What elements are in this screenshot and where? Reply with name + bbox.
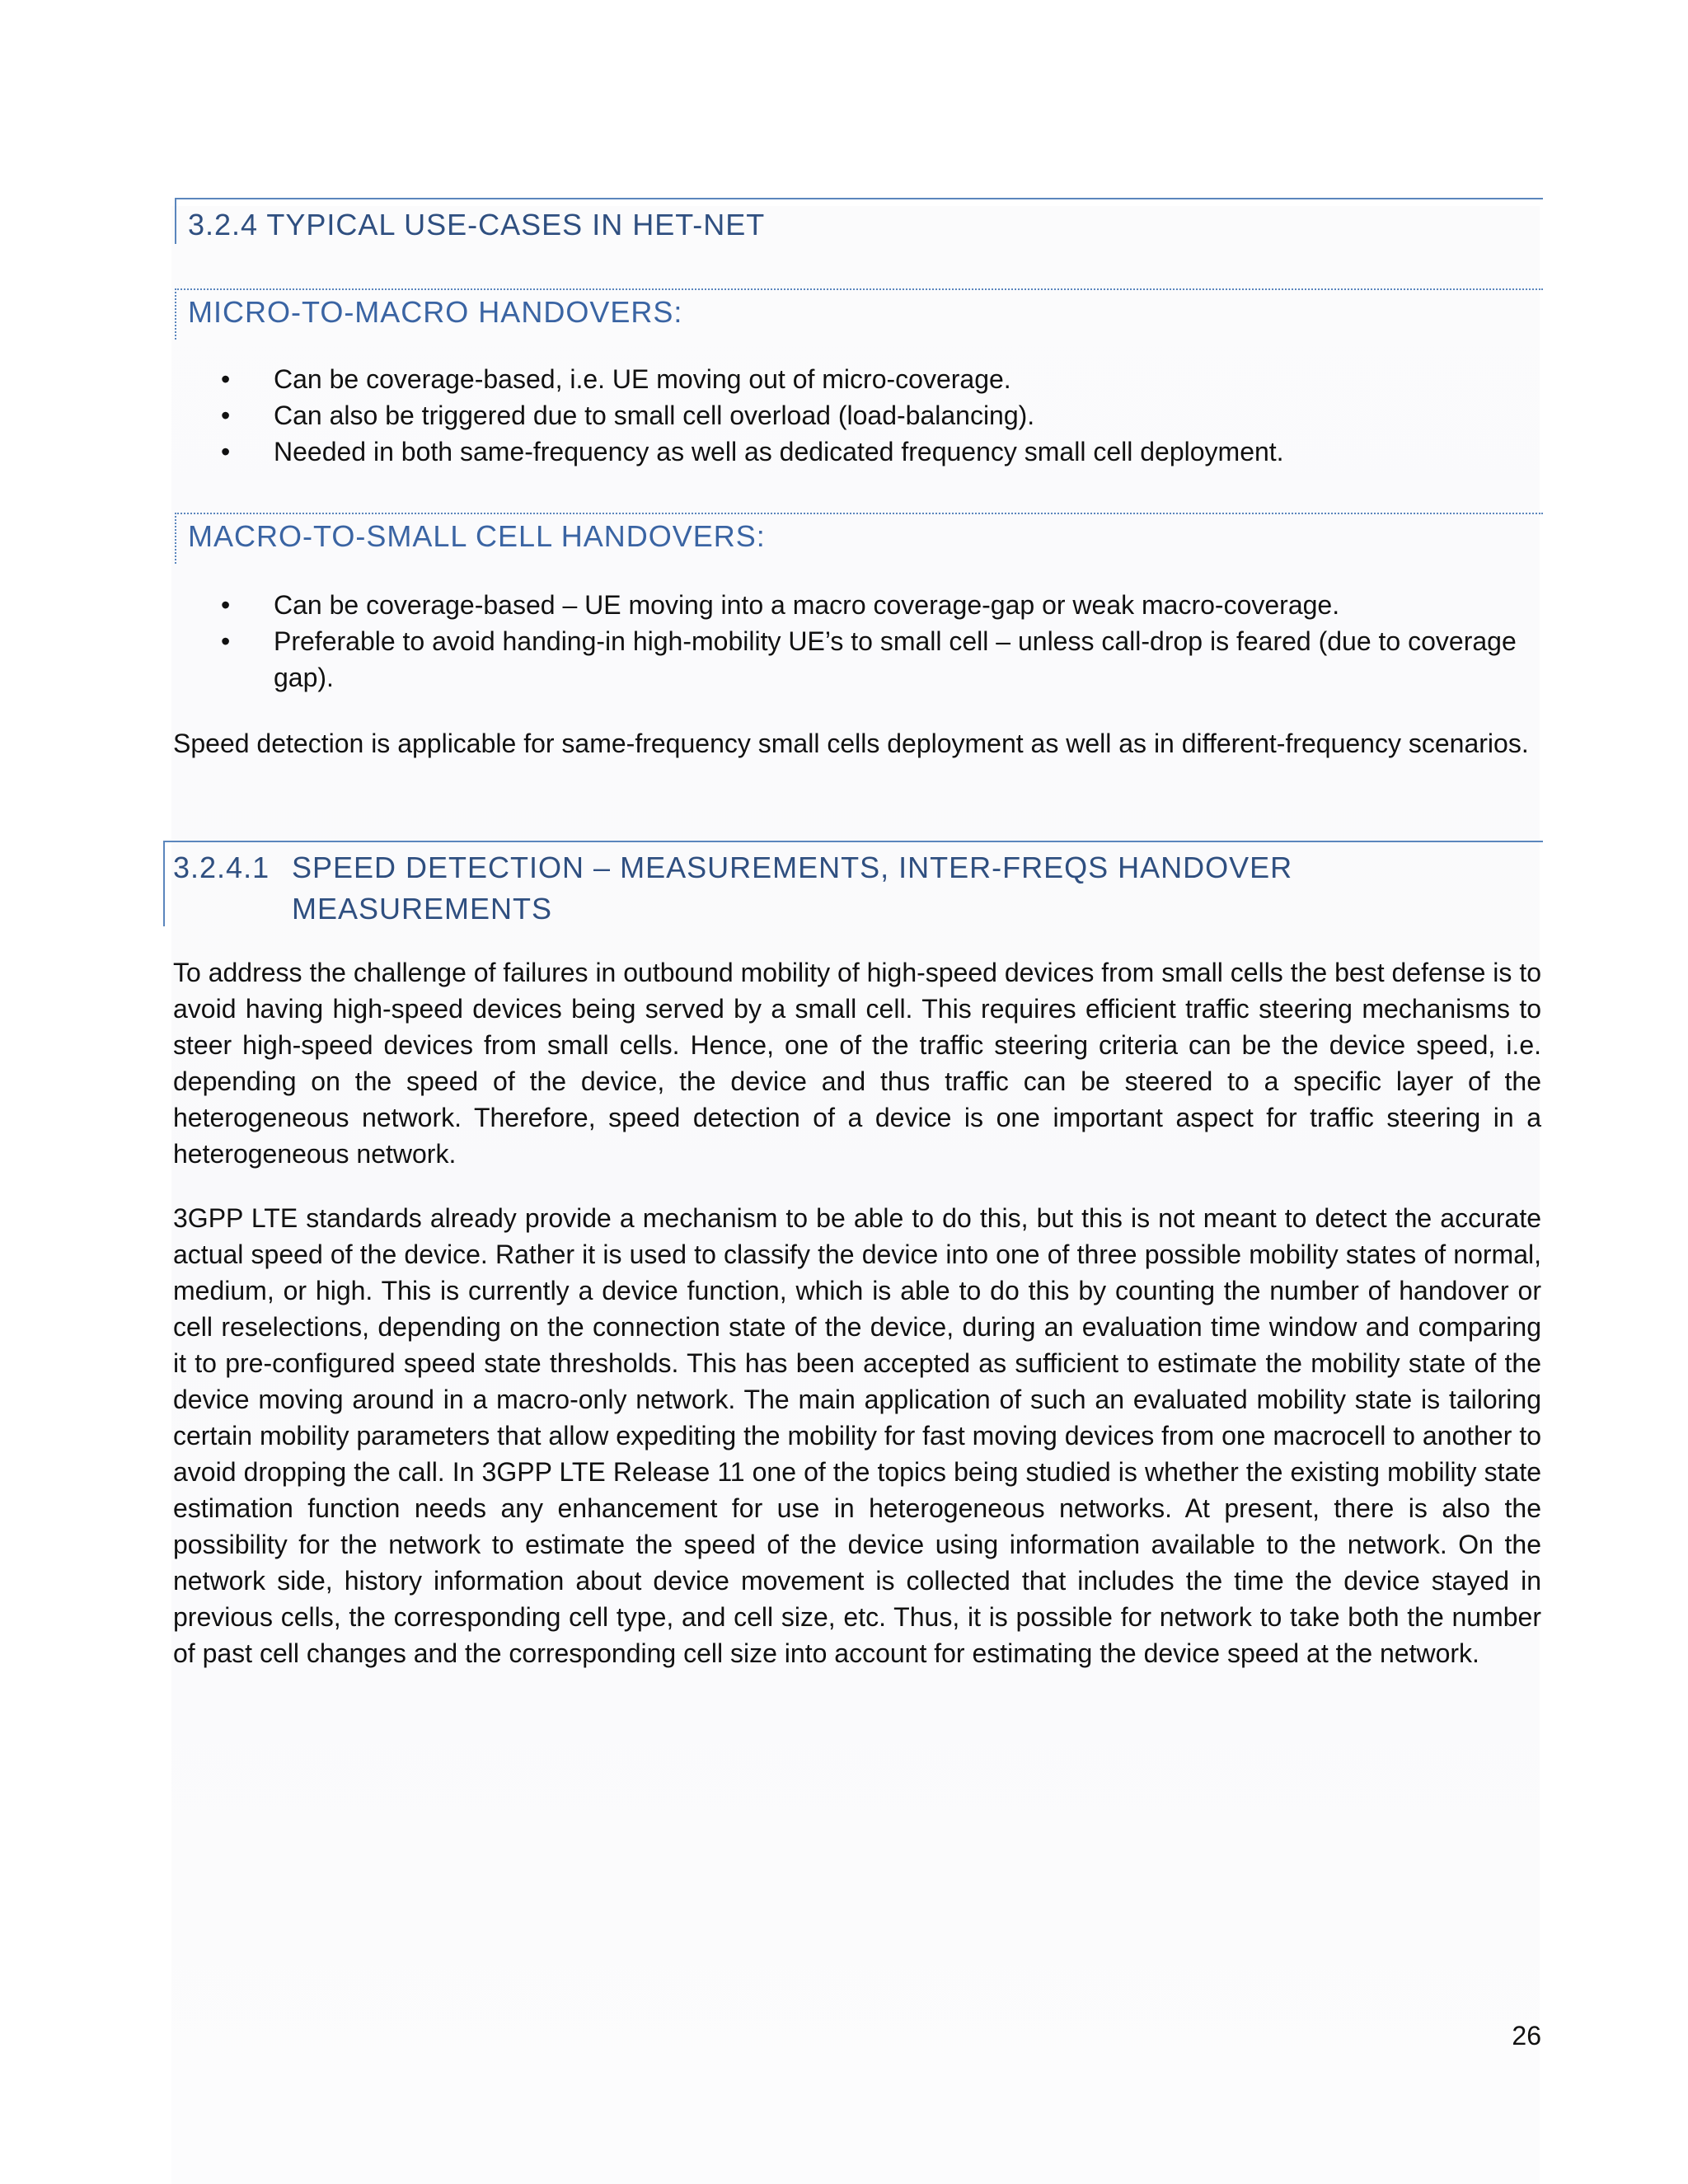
subheading-micro-to-macro-text: MICRO-TO-MACRO HANDOVERS: xyxy=(188,295,683,329)
paragraph-speed-detection: Speed detection is applicable for same-frequency small cells deployment as well as in different-frequency scenarios. xyxy=(173,729,1529,758)
micro-to-macro-list xyxy=(221,361,1550,470)
page-number: 26 xyxy=(1512,2021,1541,2050)
paragraph-3gpp-lte: 3GPP LTE standards already provide a mechanism to be able to do this, but this is not meant to detect the accurate actual speed of the device. Rather it is used to classify the device into one of three possible mobility states of normal, medium, or high. This is currently a device function, which is able to do this by counting the number of handover or cell reselections, depending on the connection state of the device, during an evaluation time window and comparing it to pre-configured speed state thresholds. This has been accepted as sufficient to estimate the mobility state of the device moving around in a macro-only network. The main application of such an evaluated mobility state is tailoring certain mobility parameters that allow expediting the mobility for fast moving devices from one macrocell to another to avoid dropping the call. In 3GPP LTE Release 11 one of the topics being studied is whether the existing mobility state estimation function needs any enhancement for use in heterogeneous networks. At present, there is also the possibility for the network to estimate the speed of the device using information available to the network. On the network side, history information about device movement is collected that includes the time the device stayed in previous cells, the corresponding cell type, and cell size, etc. Thus, it is possible for network to take both the number of past cell changes and the corresponding cell size into account for estimating the device speed at the network. xyxy=(173,1203,1541,1668)
subsection-title: SPEED DETECTION – MEASUREMENTS, INTER-FREQS HANDOVER MEASUREMENTS xyxy=(292,851,1293,926)
subheading-macro-to-small-text: MACRO-TO-SMALL CELL HANDOVERS: xyxy=(188,519,766,553)
subsection-heading xyxy=(163,841,1543,926)
list-item: • Can be coverage-based – UE moving into a macro coverage-gap or weak macro-coverage. xyxy=(221,587,1550,623)
subsection-number: 3.2.4.1 xyxy=(173,851,270,884)
list-item: • Can also be triggered due to small cell overload (load-balancing). xyxy=(221,397,1550,434)
section-heading xyxy=(175,198,1543,244)
list-item: • Can be coverage-based, i.e. UE moving out of micro-coverage. xyxy=(221,361,1550,397)
list-item: • Preferable to avoid handing-in high-mobility UE’s to small cell – unless call-drop is feared (due to coverage gap). xyxy=(221,623,1550,696)
macro-to-small-list xyxy=(221,587,1550,696)
list-item: • Needed in both same-frequency as well as dedicated frequency small cell deployment. xyxy=(221,434,1550,470)
section-heading-text: 3.2.4 TYPICAL USE-CASES IN HET-NET xyxy=(188,208,766,241)
subheading-macro-to-small xyxy=(175,513,1543,564)
paragraph-address-challenge: To address the challenge of failures in outbound mobility of high-speed devices from small cells the best defense is to avoid having high-speed devices being served by a small cell. This requires efficient traffic steering mechanisms to steer high-speed devices from small cells. Hence, one of the traffic steering criteria can be the device speed, i.e. depending on the speed of the device, the device and thus traffic can be steered to a specific layer of the heterogeneous network. Therefore, speed detection of a device is one important aspect for traffic steering in a heterogeneous network. xyxy=(173,958,1541,1169)
subheading-micro-to-macro xyxy=(175,288,1543,340)
